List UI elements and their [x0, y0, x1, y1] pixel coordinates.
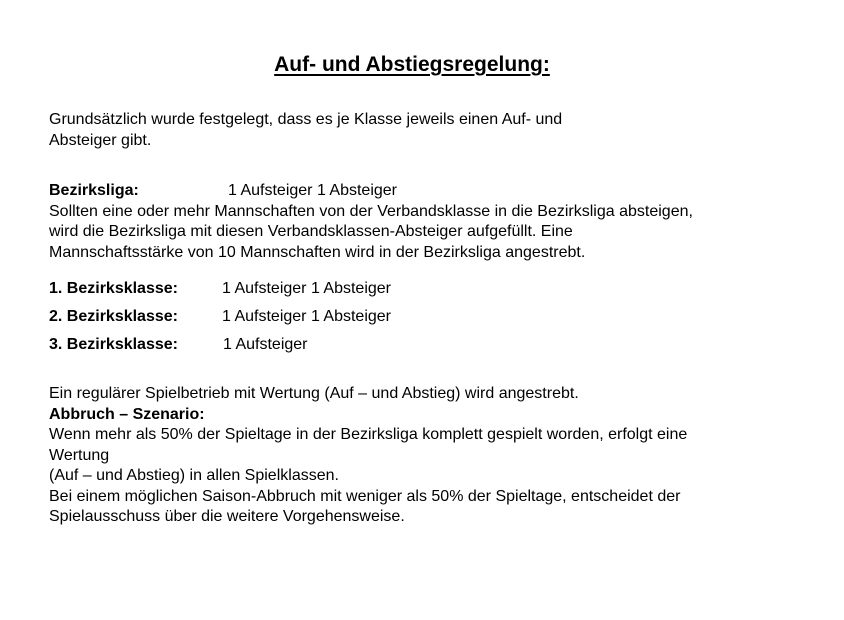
bezirksklasse-row-3 — [49, 335, 308, 356]
document-title: Auf- und Abstiegsregelung: — [274, 53, 550, 76]
abbruch-heading: Abbruch – Szenario: — [49, 405, 205, 423]
bezirksklasse-value: 1 Aufsteiger 1 Absteiger — [222, 280, 391, 297]
bezirksklasse-row-1 — [49, 279, 391, 300]
abbruch-line-5: Bei einem möglichen Saison-Abbruch mit weniger als 50% der Spieltage, entscheidet der — [49, 487, 681, 505]
intro-line-1: Grundsätzlich wurde festgelegt, dass es je Klasse jeweils einen Auf- und — [49, 111, 563, 128]
bezirksklasse-value: 1 Aufsteiger — [223, 336, 308, 353]
bezirksklasse-value: 1 Aufsteiger 1 Absteiger — [222, 308, 391, 325]
abbruch-line-4: (Auf – und Abstieg) in allen Spielklassen. — [49, 467, 339, 484]
abbruch-section — [49, 384, 687, 528]
abbruch-line-1: Ein regulärer Spielbetrieb mit Wertung (Auf – und Abstieg) wird angestrebt. — [49, 385, 579, 402]
bezirksliga-line-1: Sollten eine oder mehr Mannschaften von der Verbandsklasse in die Bezirksliga absteigen, — [49, 202, 693, 220]
intro-line-2: Absteiger gibt. — [49, 131, 152, 149]
abbruch-line-3: Wertung — [49, 446, 110, 464]
bezirksklasse-label: 3. Bezirksklasse: — [49, 336, 178, 353]
bezirksliga-line-2: wird die Bezirksliga mit diesen Verbandsklassen-Absteiger aufgefüllt. Eine — [49, 223, 573, 240]
bezirksliga-value: 1 Aufsteiger 1 Absteiger — [228, 182, 397, 199]
abbruch-line-2: Wenn mehr als 50% der Spieltage in der Bezirksliga komplett gespielt worden, erfolgt eine — [49, 426, 688, 443]
bezirksklasse-label: 2. Bezirksklasse: — [49, 308, 178, 325]
bezirksliga-line-3: Mannschaftsstärke von 10 Mannschaften wird in der Bezirksliga angestrebt. — [49, 243, 586, 261]
intro-paragraph — [49, 110, 562, 151]
bezirksliga-heading-row — [49, 181, 693, 202]
bezirksliga-section — [49, 181, 693, 263]
bezirksliga-label: Bezirksliga: — [49, 182, 139, 199]
bezirksklasse-row-2 — [49, 307, 391, 328]
abbruch-line-6: Spielausschuss über die weitere Vorgehensweise. — [49, 508, 405, 525]
bezirksklasse-label: 1. Bezirksklasse: — [49, 280, 178, 297]
